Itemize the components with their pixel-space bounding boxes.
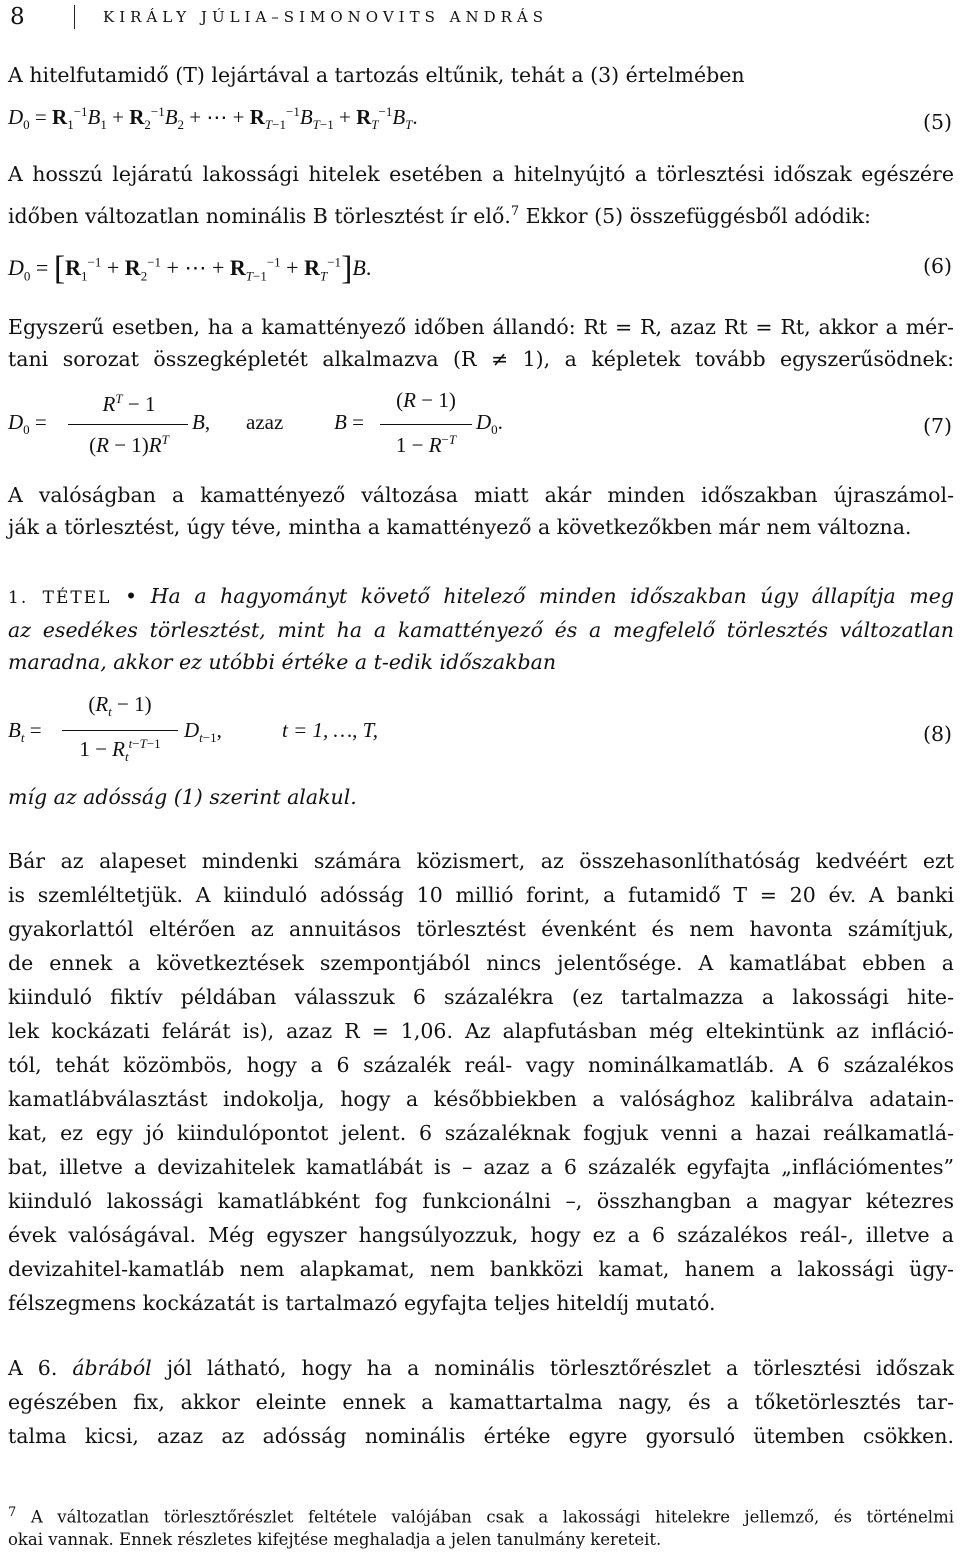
- equation-7-b: B,: [192, 410, 211, 434]
- paragraph-line: kat, ez egy jó kiindulópontot jelent. 6 százaléknak fogjuk venni a hazai reálkamatlá-: [8, 1121, 954, 1145]
- theorem-line: míg az adósság (1) szerint alakul.: [8, 785, 357, 809]
- paragraph-line: is szemléltetjük. A kiinduló adósság 10 millió forint, a futamidő T = 20 év. A banki: [8, 883, 954, 907]
- footnote-line: okai vannak. Ennek részletes kifejtése meghaladja a jelen tanulmány kereteit.: [8, 1530, 662, 1549]
- theorem-line: maradna, akkor ez utóbbi értéke a t-edik időszakban: [8, 650, 557, 674]
- paragraph-line: kiinduló lakossági kamatlábként fog funkcionálni –, összhangban a magyar kétezres: [8, 1189, 954, 1213]
- equation-number: (5): [922, 110, 952, 134]
- text-span: Ekkor (5) összefüggésből adódik:: [519, 203, 871, 228]
- fraction-numerator: $R^T - 1$: [102, 391, 156, 416]
- equation-number: (7): [922, 414, 952, 438]
- text-span: időben változatlan nominális B törlesztést ír elő.: [8, 203, 511, 228]
- text-span: jól látható, hogy ha a nominális törlesztőrészlet a törlesztési időszak: [151, 1356, 954, 1380]
- bullet-icon: •: [125, 584, 138, 608]
- paragraph-line: Bár az alapeset mindenki számára közismert, az összehasonlíthatóság kedvéért ezt: [8, 849, 954, 873]
- paragraph-line: talma kicsi, azaz az adósság nominális értéke egyre gyorsuló ütemben csökken.: [8, 1424, 954, 1448]
- fraction-bar: [68, 424, 188, 425]
- paragraph-line: egészében fix, akkor eleinte ennek a kamattartalma nagy, és a tőketörlesztés tar-: [8, 1390, 954, 1414]
- text-line: Egyszerű esetben, ha a kamattényező időben állandó: Rt = R, azaz Rt = Rt, akkor a mér-: [8, 315, 954, 339]
- paragraph-line: évek valóságával. Még egyszer hangsúlyozzuk, hogy ez a 6 százalékos reál-, illetve a: [8, 1223, 954, 1247]
- text-line: A valóságban a kamattényező változása miatt akár minden időszakban újraszámol-: [8, 483, 954, 507]
- paragraph-line: bat, illetve a devizahitelek kamatlábát is – azaz a 6 százalék egyfajta „inflációmentes”: [8, 1155, 954, 1179]
- paragraph-line: tól, tehát közömbös, hogy a 6 százalék reál- vagy nominálkamatláb. A 6 százalékos: [8, 1053, 954, 1077]
- text-line: A hitelfutamidő (T) lejártával a tartozás eltűnik, tehát a (3) értelmében: [8, 63, 745, 87]
- equation-5: $D_0 = R_1^{-1}B_1 + R_2^{-1}B_2$ + ⋯ + $R_{T-1}^{-1}B_{T-1} + R_T^{-1}B_T$.: [8, 104, 418, 133]
- text-span: A változatlan törlesztőrészlet feltétele valójában csak a lakossági hitelekre jellemző, és történelmi: [16, 1507, 954, 1527]
- footnote-line: [8, 1500, 954, 1531]
- footnote-marker: 7: [8, 1505, 17, 1520]
- equation-8-d: $D_{t-1}$,: [184, 718, 222, 746]
- paragraph-line: devizahitel-kamatláb nem alapkamat, nem bankközi kamat, hanem a lakossági ügy-: [8, 1257, 954, 1281]
- fraction-numerator: $(R_t - 1)$: [88, 692, 152, 720]
- fraction-bar: [62, 730, 178, 731]
- footnote-marker: 7: [510, 204, 520, 219]
- equation-number: (6): [922, 254, 952, 278]
- paragraph-line: [8, 1354, 954, 1382]
- theorem-line: [8, 582, 954, 612]
- equation-7-lhs: $D_0$ =: [8, 410, 47, 438]
- text-line: [8, 198, 871, 230]
- fraction-bar: [380, 424, 472, 425]
- header-divider: [74, 5, 75, 29]
- theorem-line: az esedékes törlesztést, mint ha a kamattényező és a megfelelő törlesztés változatlan: [8, 618, 954, 642]
- equation-8-range: t = 1, …, T,: [282, 718, 379, 742]
- paragraph-line: félszegmens kockázatát is tartalmazó egyfajta teljes hiteldíj mutató.: [8, 1291, 716, 1315]
- fraction-denominator: $(R - 1)R^T$: [89, 432, 169, 457]
- text-line: tani sorozat összegképletét alkalmazva (R ≠ 1), a képletek tovább egyszerűsödnek:: [8, 347, 954, 371]
- page-number: 8: [10, 4, 25, 30]
- paragraph-line: de ennek a következtések szempontjából nincs jelentősége. A kamatlábat ebben a: [8, 951, 954, 975]
- fraction-denominator: $1 - R^{-T}$: [395, 432, 457, 457]
- text-line: A hosszú lejáratú lakossági hitelek esetében a hitelnyújtó a törlesztési időszak egészére: [8, 162, 954, 186]
- text-line: ják a törlesztést, úgy téve, mintha a kamattényező a következőkben már nem változna.: [8, 515, 912, 539]
- equation-7-azaz: azaz: [246, 410, 284, 434]
- equation-6: $D_0 = [R_1^{-1} + R_2^{-1}$ + ⋯ + $R_{T-1}^{-1} + R_T^{-1}]B$.: [8, 250, 372, 287]
- equation-number: (8): [922, 722, 952, 746]
- theorem-label: 1. TÉTEL: [8, 588, 112, 608]
- paragraph-line: gyakorlattól eltérően az annuitásos törlesztést évenként és nem havonta számítjuk,: [8, 917, 954, 941]
- equation-8-lhs: $B_t$ =: [8, 718, 42, 746]
- equation-7-rhs: B =: [334, 410, 364, 434]
- paragraph-line: kiinduló fiktív példában válasszuk 6 százalékra (ez tartalmazza a lakossági hite-: [8, 985, 954, 1009]
- fraction-numerator: (R − 1): [396, 388, 456, 412]
- figure-reference: ábrából: [72, 1356, 152, 1380]
- header-authors: KIRÁLY JÚLIA–SIMONOVITS ANDRÁS: [103, 8, 549, 26]
- theorem-text: Ha a hagyományt követő hitelező minden időszakban úgy állapítja meg: [150, 584, 954, 608]
- equation-7-d0: $D_0$.: [476, 410, 503, 438]
- paragraph-line: kamatlábválasztást indokolja, hogy a későbbiekben a valósághoz kalibrálva adatain-: [8, 1087, 954, 1111]
- text-span: A 6.: [8, 1356, 73, 1380]
- fraction-denominator: $1 - R_t^{t-T-1}$: [79, 736, 161, 765]
- paragraph-line: lek kockázati felárát is), azaz R = 1,06. Az alapfutásban még eltekintünk az infláció-: [8, 1019, 954, 1043]
- running-header: [10, 2, 548, 32]
